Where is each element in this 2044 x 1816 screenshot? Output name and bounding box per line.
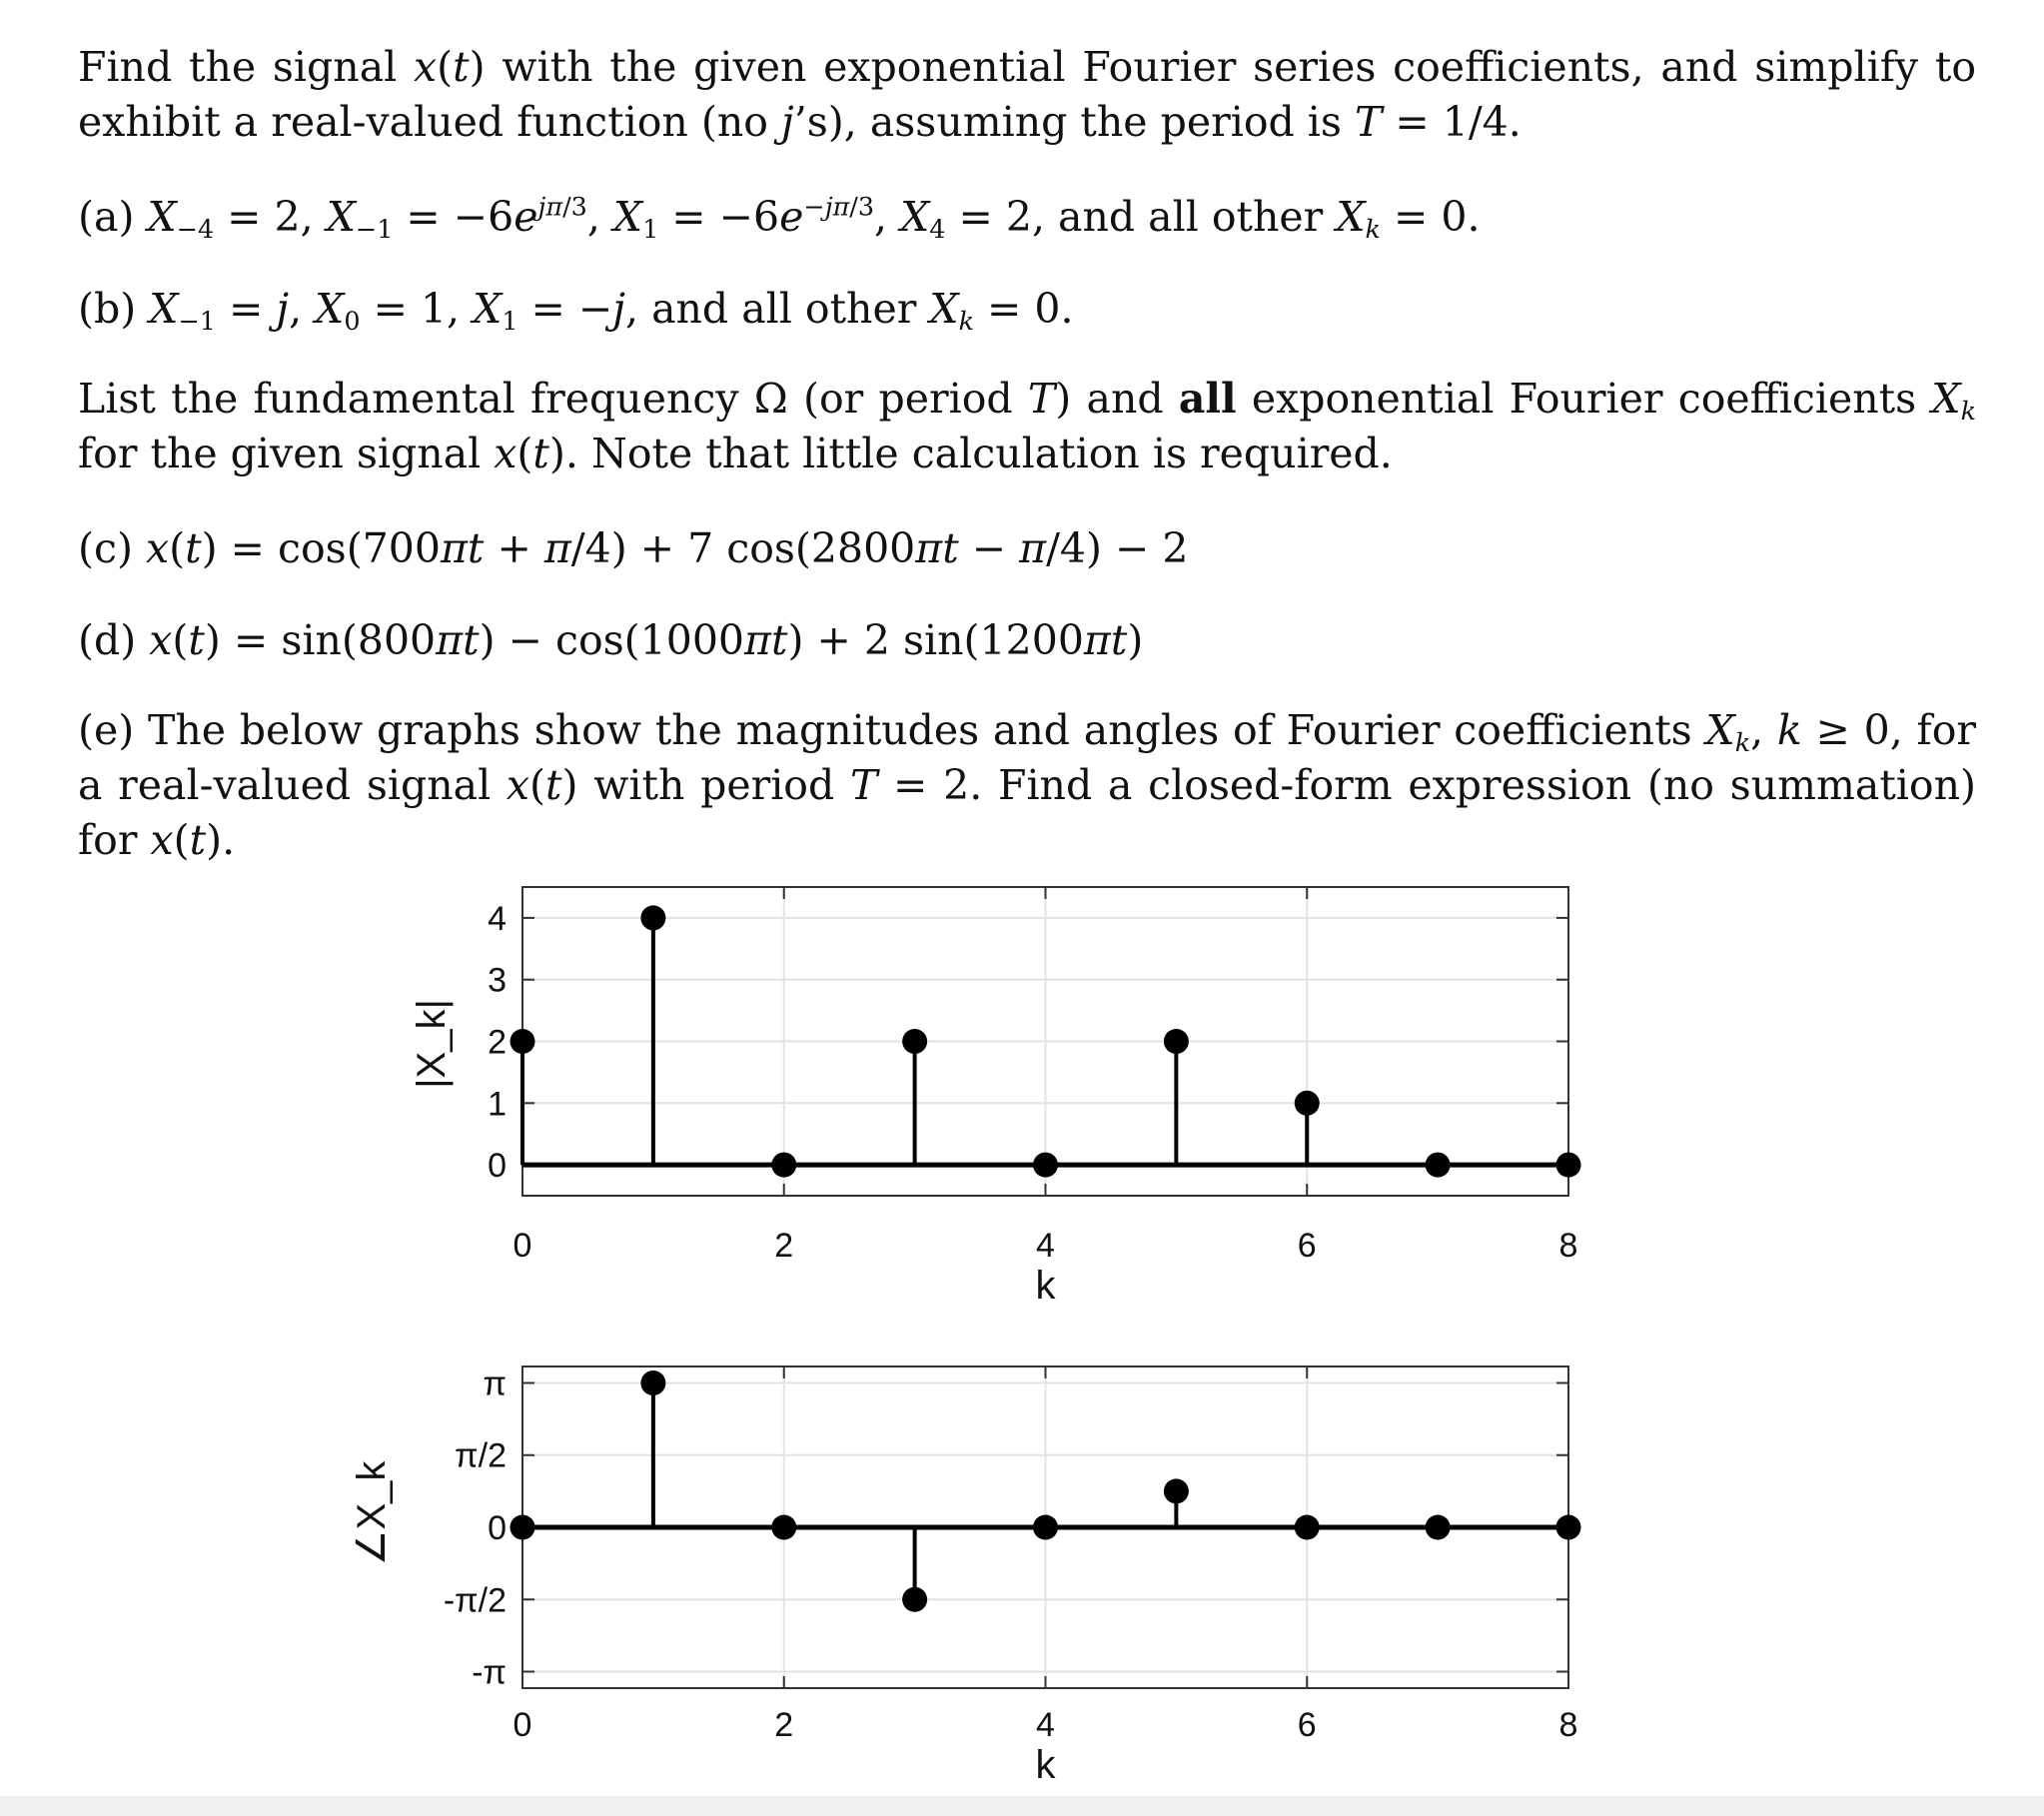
chart0-ytick-label: 3: [488, 961, 507, 1000]
chart1-xtick-label: 4: [1036, 1706, 1055, 1744]
chart1-ytick-label: π/2: [455, 1436, 507, 1475]
chart0-ytick-label: 2: [488, 1023, 507, 1062]
part-d: (d) x(t) = sin(800πt) − cos(1000πt) + 2 sin(1200πt): [78, 616, 1144, 664]
chart0-ytick-label: 4: [488, 899, 507, 938]
chart1-marker-k5: [1164, 1478, 1189, 1503]
chart1-marker-k7: [1426, 1515, 1451, 1540]
part-d-label: (d): [78, 616, 137, 664]
chart1-marker-k3: [902, 1587, 927, 1612]
chart1-xtick-label: 6: [1297, 1706, 1317, 1744]
chart0-marker-k5: [1164, 1029, 1189, 1054]
chart0-xtick-label: 2: [774, 1227, 794, 1265]
intro2-paragraph: List the fundamental frequency Ω (or period T) and all exponential Fourier coefficients $X_k$ for the given signal x(t). Note that little calculation is required.: [78, 375, 1976, 477]
chart0-ytick-label: 1: [488, 1085, 507, 1124]
chart0-xlabel: k: [1035, 1264, 1056, 1308]
chart0-ylabel: |X_k|: [410, 999, 454, 1089]
chart0-marker-k7: [1426, 1153, 1451, 1178]
chart0-marker-k8: [1556, 1153, 1581, 1178]
part-e: (e) The below graphs show the magnitudes and angles of Fourier coefficients $X_k$, k ≥ 0, for a real-valued signal x(t) with period T = 2. Find a closed-form expression (no summation) for x(t).: [78, 706, 1976, 864]
chart0-xtick-label: 6: [1297, 1227, 1317, 1265]
bottom-bar: [0, 1796, 2044, 1816]
chart1-marker-k1: [640, 1370, 665, 1395]
chart0-xtick-label: 0: [512, 1227, 532, 1265]
chart1-marker-k0: [511, 1515, 535, 1540]
chart1-ytick-label: -π: [472, 1653, 507, 1692]
chart1-marker-k6: [1295, 1515, 1320, 1540]
part-b: (b) $X_{-1} = j$, $X_0 = 1$, $X_1 = -j$, and all other $X_k = 0$.: [78, 285, 1074, 337]
chart0-marker-k6: [1295, 1091, 1320, 1116]
chart0-xtick-label: 4: [1036, 1227, 1055, 1265]
chart1-ytick-label: 0: [488, 1509, 507, 1547]
emphasis-all: all: [1178, 375, 1237, 423]
chart1-ylabel: ∠X_k: [350, 1460, 394, 1566]
chart1-ytick-label: -π/2: [443, 1581, 507, 1620]
chart1-xtick-label: 2: [774, 1706, 794, 1744]
chart1-marker-k2: [771, 1515, 796, 1540]
part-a: (a) $X_{-4} = 2$, $X_{-1} = -6e^{j\pi/3}$, $X_1 = -6e^{-j\pi/3}$, $X_4 = 2$, and all other $X_k = 0$.: [78, 191, 1481, 245]
chart1-marker-k8: [1556, 1515, 1581, 1540]
chart1-marker-k4: [1033, 1515, 1058, 1540]
chart0-xtick-label: 8: [1558, 1227, 1578, 1265]
chart1-xtick-label: 8: [1558, 1706, 1578, 1744]
chart0-marker-k4: [1033, 1153, 1058, 1178]
chart0-ytick-label: 0: [488, 1147, 507, 1186]
chart0-marker-k1: [640, 905, 665, 930]
part-c-label: (c): [78, 524, 133, 572]
part-e-label: (e): [78, 706, 135, 754]
intro-paragraph: Find the signal x(t) with the given exponential Fourier series coefficients, and simplify to exhibit a real-valued function (no j’s), assuming the period is T = 1/4.: [78, 43, 1976, 146]
chart0-marker-k2: [771, 1153, 796, 1178]
chart1-xtick-label: 0: [512, 1706, 532, 1744]
chart1-ytick-label: π: [483, 1364, 507, 1403]
chart0-marker-k0: [511, 1029, 535, 1054]
chart0-marker-k3: [902, 1029, 927, 1054]
part-a-label: (a): [78, 193, 135, 241]
part-c: (c) x(t) = cos(700πt + π/4) + 7 cos(2800πt − π/4) − 2: [78, 524, 1189, 572]
chart1-xlabel: k: [1035, 1743, 1056, 1787]
part-b-label: (b): [78, 285, 137, 333]
